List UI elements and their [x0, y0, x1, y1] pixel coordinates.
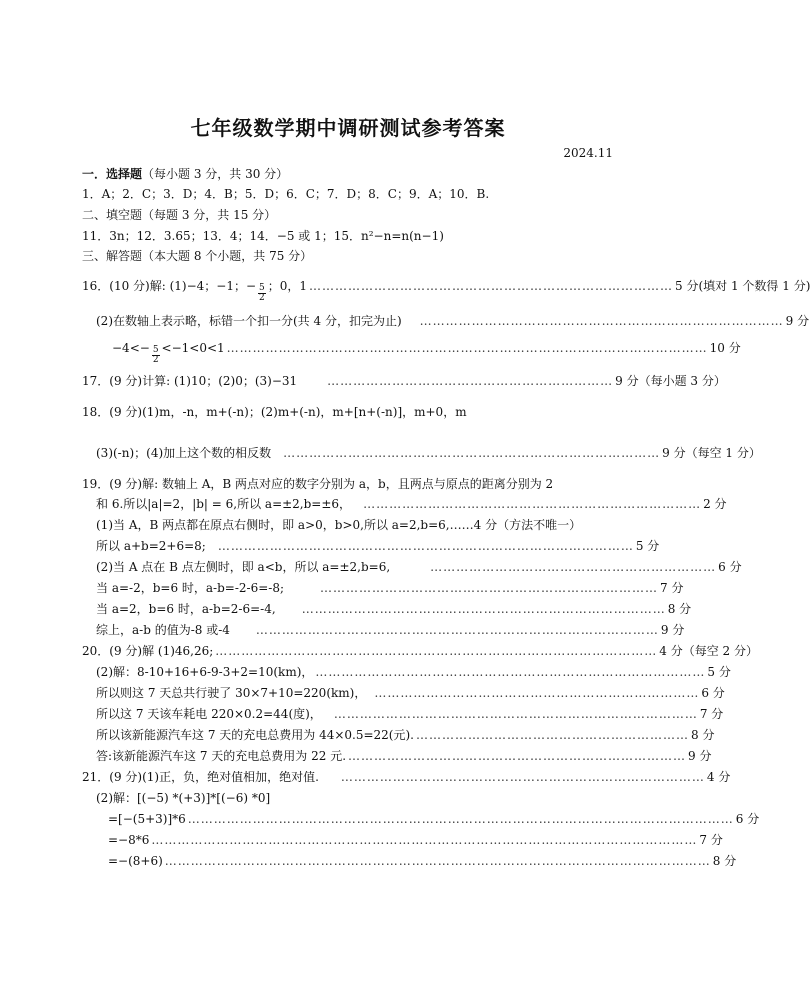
q16-3-line: [112, 341, 741, 365]
section-2-answers: 11．3n；12．3.65；13．4；14．−5 或 1；15．n²−n=n(n−1): [82, 229, 444, 243]
section-1-heading: [82, 167, 288, 181]
q19-2-text: 和 6.所以|a|=2，|b| = 6,所以 a=±2,b=±6，: [96, 497, 352, 511]
q19-line-6: [96, 581, 684, 595]
q19-6-text: 当 a=-2，b=6 时，a-b=-2-6=-8;: [96, 581, 285, 595]
q19-8-text: 综上，a-b 的值为-8 或-4: [96, 623, 230, 637]
q20-line-4: [96, 707, 724, 721]
q19-line-8: [96, 623, 685, 637]
document-date: 2024.11: [563, 146, 613, 160]
q20-3-text: 所以则这 7 天总共行驶了 30×7+10=220(km)，: [96, 686, 367, 700]
leader-dots: …………………………………………………………………: [374, 686, 700, 700]
section-1-note: （每小题 3 分，共 30 分）: [142, 167, 289, 181]
q20-1-score: 4 分（每空 2 分）: [659, 644, 759, 658]
q19-4-text: 所以 a+b=2+6=8;: [96, 539, 206, 553]
q16-3-text-a: −4<−: [112, 341, 150, 355]
q20-1-text: 20．(9 分)解 (1)46,26;: [82, 644, 214, 658]
leader-dots: …………………………………………………………………………………………………: [226, 341, 708, 355]
q21-line-2: (2)解：[(−5) *(+3)]*[(−6) *0]: [96, 791, 271, 805]
section-2-heading: 二、填空题（每题 3 分，共 15 分）: [82, 208, 277, 222]
q19-4-score: 5 分: [635, 539, 660, 553]
q20-2-score: 5 分: [707, 665, 731, 679]
q16-2-score: 9 分: [785, 314, 810, 328]
q19-line-4: [96, 539, 660, 553]
q21-3-text: =[−(5+3)]*6: [108, 812, 186, 826]
q18-line-1: 18．(9 分)(1)m，-n，m+(-n)；(2)m+(-n)，m+[n+(-n)]，m+0，m: [82, 405, 467, 419]
leader-dots: ………………………………………………………: [416, 728, 689, 742]
q21-4-text: =−8*6: [108, 833, 150, 847]
q16-text-a: 16．(10 分)解: (1)−4；−1；−: [82, 279, 257, 293]
leader-dots: …………………………………………………………………………: [301, 602, 666, 616]
leader-dots: …………………………………………………………………………………………: [215, 644, 658, 658]
q16-3-fraction-num: 5: [152, 345, 159, 355]
q16-2-text: (2)在数轴上表示略，标错一个扣一分(共 4 分，扣完为止): [96, 314, 402, 328]
q20-line-1: [82, 644, 759, 658]
q19-line-2: [96, 497, 727, 511]
section-3-heading: 三、解答题（本大题 8 个小题，共 75 分）: [82, 249, 313, 263]
q20-4-score: 7 分: [699, 707, 724, 721]
q18-line-2: [96, 446, 761, 460]
leader-dots: …………………………………………………………: [430, 560, 717, 574]
leader-dots: ……………………………………………………………………: [348, 749, 687, 763]
q16-score: 5 分(填对 1 个数得 1 分): [675, 279, 810, 293]
q20-6-text: 答:该新能源汽车这 7 天的充电总费用为 22 元.: [96, 749, 347, 763]
q18-2-text: (3)(-n)；(4)加上这个数的相反数: [96, 446, 272, 460]
leader-dots: …………………………………………………………………………: [340, 770, 705, 784]
q20-line-3: [96, 686, 725, 700]
q16-fraction: [258, 284, 266, 303]
leader-dots: …………………………………………………………………………: [333, 707, 698, 721]
leader-dots: ………………………………………………………………………………………………………………: [151, 833, 698, 847]
q21-5-text: =−(8+6): [108, 854, 163, 868]
q16-line: [82, 279, 810, 303]
leader-dots: ………………………………………………………………………………………………………………: [187, 812, 734, 826]
q21-4-score: 7 分: [699, 833, 723, 847]
q21-3-score: 6 分: [735, 812, 760, 826]
q16-2-line: [96, 314, 810, 328]
q20-line-6: [96, 749, 712, 763]
leader-dots: …………………………………………………………: [327, 374, 614, 388]
leader-dots: ……………………………………………………………………………………: [217, 539, 634, 553]
q21-1-score: 4 分: [706, 770, 731, 784]
q21-1-text: 21．(9 分)(1)正，负，绝对值相加，绝对值.: [82, 770, 319, 784]
q16-3-text-b: <−1<0<1: [161, 341, 225, 355]
q21-5-score: 8 分: [712, 854, 737, 868]
q21-line-3: [108, 812, 760, 826]
q21-line-5: [108, 854, 737, 868]
q18-2-score: 9 分（每空 1 分）: [662, 446, 761, 460]
q16-3-fraction-den: 2: [152, 355, 159, 365]
q20-4-text: 所以这 7 天该车耗电 220×0.2=44(度)，: [96, 707, 322, 721]
q16-text-b: ；0，1: [267, 279, 308, 293]
q19-6-score: 7 分: [660, 581, 684, 595]
q16-fraction-num: 5: [259, 283, 265, 293]
q19-7-score: 8 分: [667, 602, 692, 616]
leader-dots: ……………………………………………………………………………: [283, 446, 661, 460]
q21-line-1: [82, 770, 731, 784]
q20-3-score: 6 分: [701, 686, 725, 700]
q19-line-1: 19．(9 分)解: 数轴上 A，B 两点对应的数字分别为 a，b，且两点与原点的距离分别为 2: [82, 477, 554, 491]
leader-dots: ……………………………………………………………………: [320, 581, 659, 595]
q19-5-text: (2)当 A 点在 B 点左侧时，即 a<b，所以 a=±2,b=6,: [96, 560, 391, 574]
q20-5-text: 所以该新能源汽车这 7 天的充电总费用为 44×0.5=22(元).: [96, 728, 414, 742]
section-1-answers: 1．A；2．C；3．D；4．B；5．D；6．C；7．D；8．C；9．A；10．B.: [82, 187, 490, 201]
q20-2-text: (2)解：8-10+16+6-9-3+2=10(km)，: [96, 665, 314, 679]
q19-5-score: 6 分: [718, 560, 742, 574]
q19-8-score: 9 分: [660, 623, 685, 637]
q17-text: 17．(9 分)计算: (1)10；(2)0；(3)−31: [82, 374, 298, 388]
q19-7-text: 当 a=2，b=6 时，a-b=2-6=-4,: [96, 602, 276, 616]
q20-line-2: [96, 665, 731, 679]
leader-dots: …………………………………………………………………………: [309, 279, 674, 293]
q19-line-5: [96, 560, 742, 574]
q20-6-score: 9 分: [688, 749, 712, 763]
leader-dots: …………………………………………………………………………: [419, 314, 784, 328]
q16-3-fraction: [152, 346, 160, 365]
section-1-title: 一．选择题: [82, 167, 143, 181]
q19-line-7: [96, 602, 692, 616]
leader-dots: ………………………………………………………………………………: [315, 665, 706, 679]
q20-line-5: [96, 728, 715, 742]
leader-dots: …………………………………………………………………………………: [255, 623, 659, 637]
leader-dots: ……………………………………………………………………: [363, 497, 702, 511]
q19-2-score: 2 分: [703, 497, 727, 511]
q19-line-3: (1)当 A，B 两点都在原点右侧时，即 a>0，b>0,所以 a=2,b=6,……4 分（方法不唯一）: [96, 518, 582, 532]
document-title: 七年级数学期中调研测试参考答案: [190, 116, 506, 140]
q16-fraction-den: 2: [259, 293, 265, 303]
q20-5-score: 8 分: [691, 728, 715, 742]
leader-dots: ………………………………………………………………………………………………………………: [164, 854, 711, 868]
q17-score: 9 分（每小题 3 分）: [615, 374, 726, 388]
q17-line: [82, 374, 726, 388]
q21-line-4: [108, 833, 723, 847]
q16-3-score: 10 分: [709, 341, 741, 355]
